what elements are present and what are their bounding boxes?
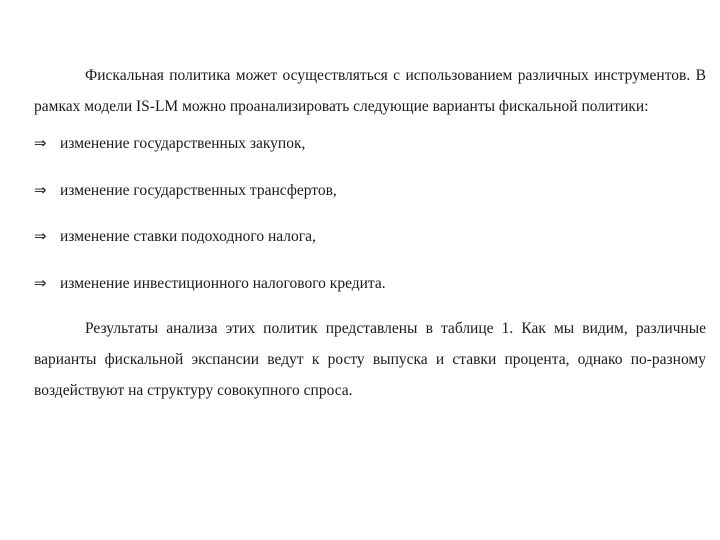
list-item xyxy=(34,128,706,175)
double-arrow-right-icon: ⇒ xyxy=(34,273,47,292)
intro-paragraph: Фискальная политика может осуществляться с использованием различных инструментов. В рамках модели IS-LM можно проанализировать следующие варианты фискальной политики: xyxy=(34,67,706,115)
list-item-text: изменение государственных закупок, xyxy=(60,135,306,152)
double-arrow-right-icon: ⇒ xyxy=(34,180,47,199)
double-arrow-right-icon: ⇒ xyxy=(34,227,47,245)
double-arrow-right-icon: ⇒ xyxy=(34,134,47,152)
list-item-text: изменение инвестиционного налогового кредита. xyxy=(60,274,386,292)
list-item-text: изменение ставки подоходного налога, xyxy=(60,228,316,245)
list-item xyxy=(34,221,706,268)
fiscal-policy-options-list xyxy=(34,128,706,314)
list-item xyxy=(34,175,706,222)
results-paragraph: Результаты анализа этих политик представлены в таблице 1. Как мы видим, различные варианты фискальной экспансии ведут к росту выпуска и ставки процента, однако по-разному воздействуют на структуру совокупного спроса. xyxy=(34,320,706,399)
document-page xyxy=(34,60,706,406)
list-item-text: изменение государственных трансфертов, xyxy=(60,181,337,199)
list-item xyxy=(34,268,706,315)
